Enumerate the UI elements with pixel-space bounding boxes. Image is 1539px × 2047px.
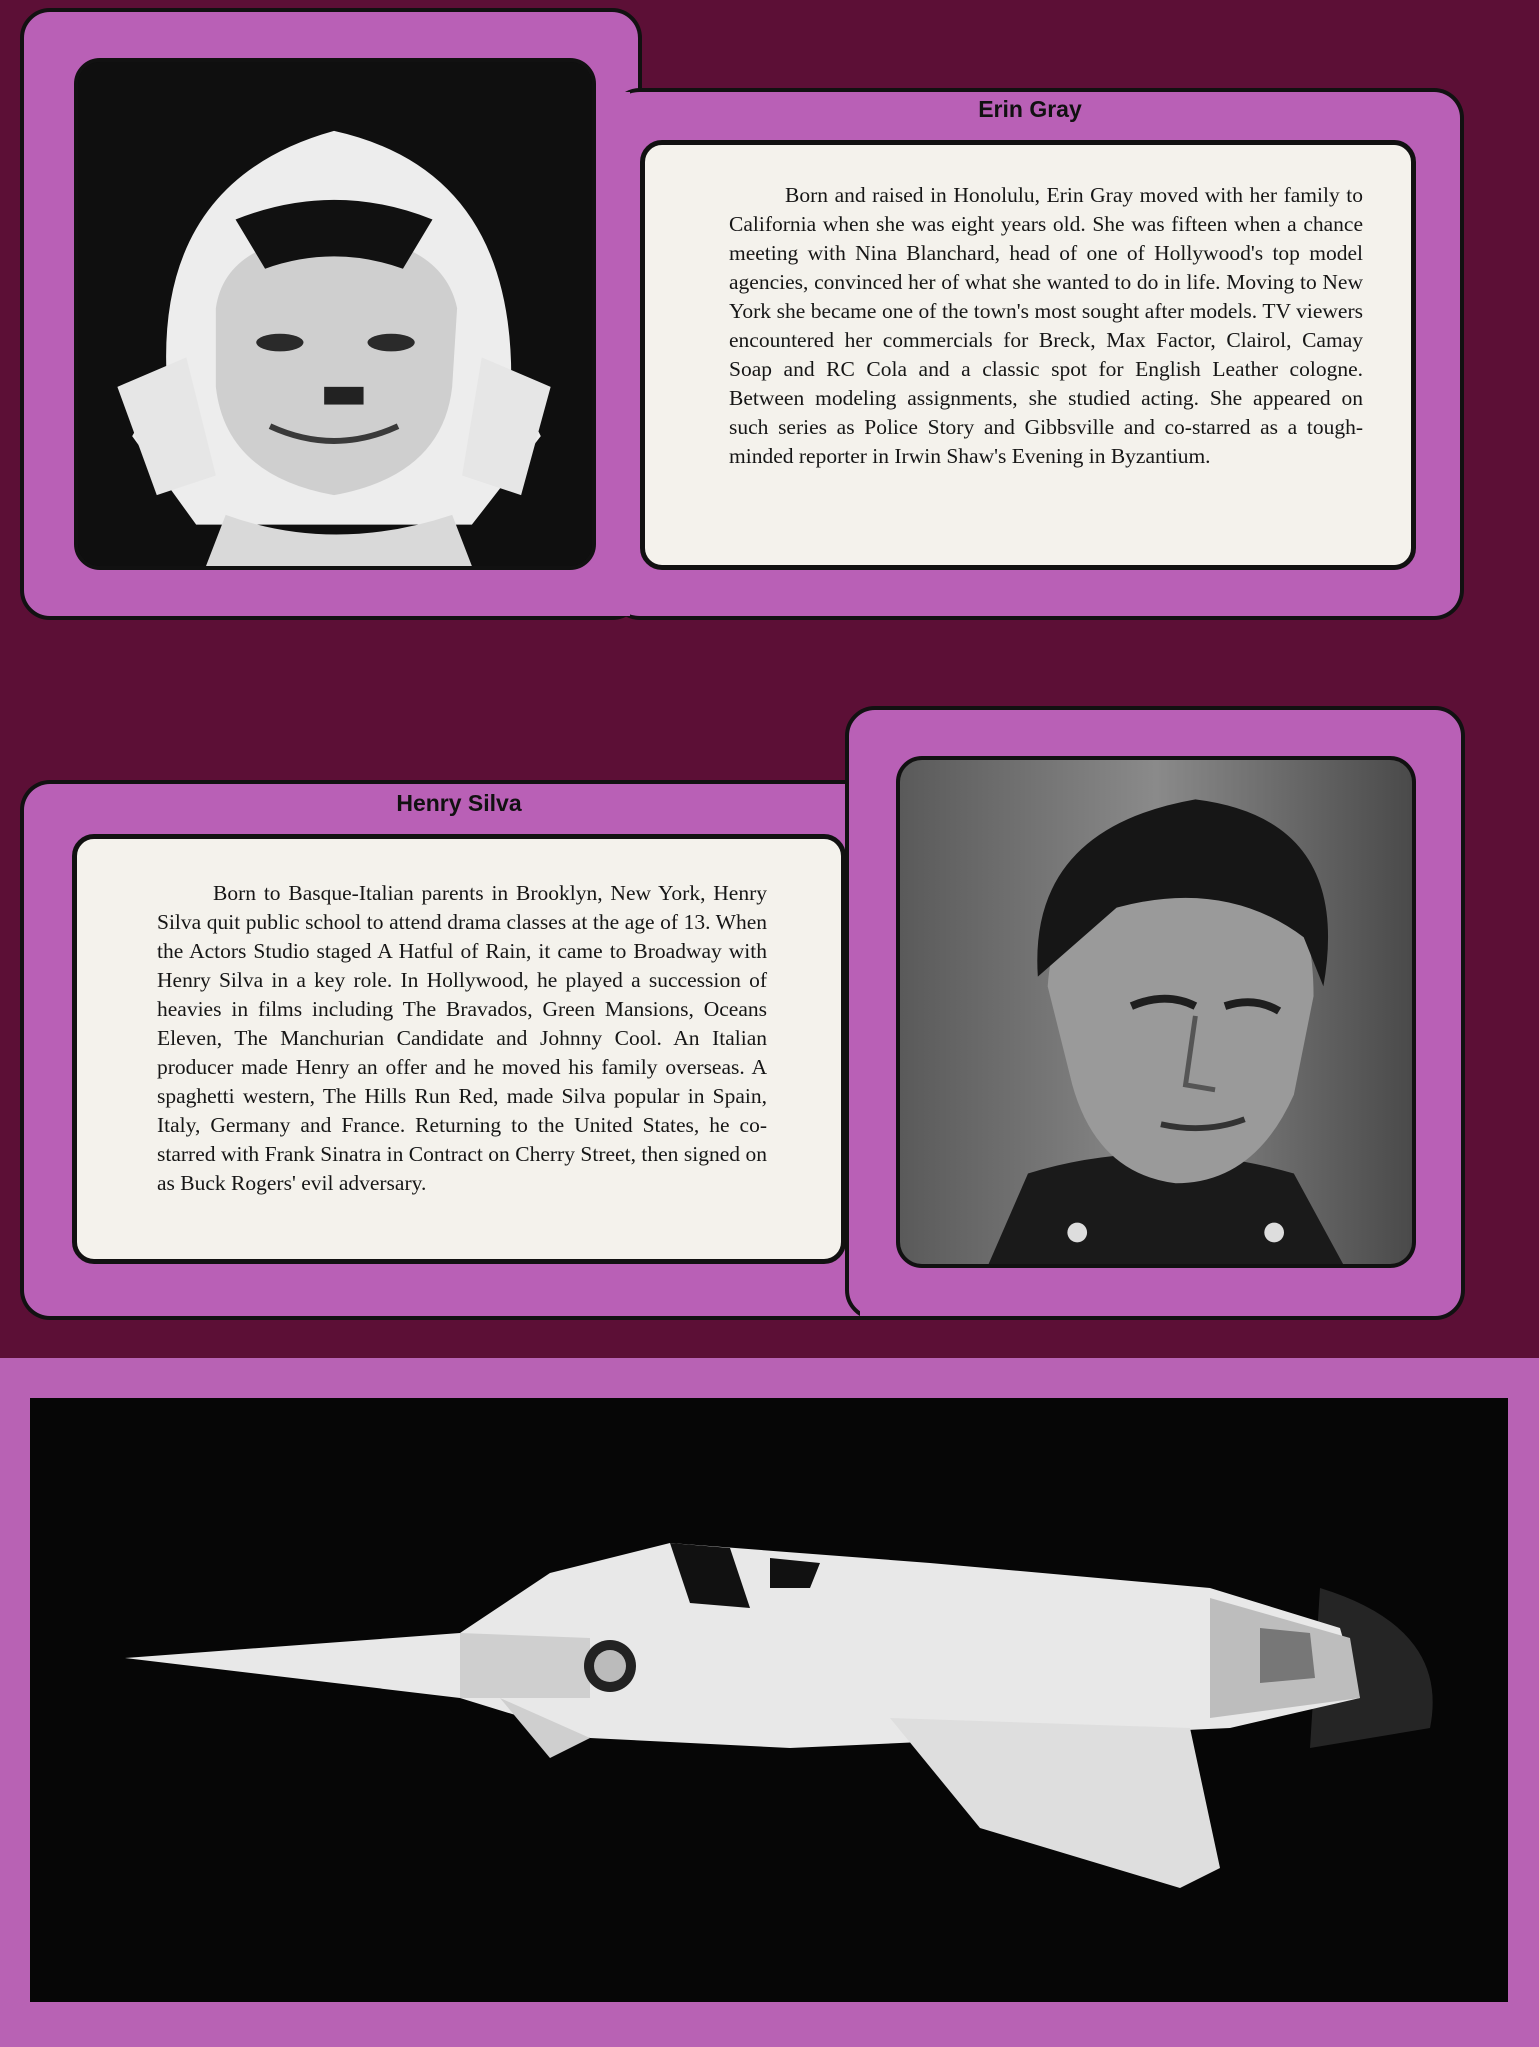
henry-silva-name: Henry Silva xyxy=(396,790,522,816)
spaceship-photo xyxy=(30,1398,1508,2002)
erin-gray-bio: Born and raised in Honolulu, Erin Gray moved with her family to California when she was eight years old. She was fifteen when a chance meeting with Nina Blanchard, head of one of Hollywood's top model agencies, convinced her of what she wanted to do in life. Moving to New York she became one of the town's most sought after models. TV viewers encountered her commercials for Breck, Max Factor, Clairol, Camay Soap and RC Cola and a classic spot for English Leather cologne. Between modeling assignments, she studied acting. She appeared on such series as Police Story and Gibbsville and co-starred as a tough-minded reporter in Irwin Shaw's Evening in Byzantium. xyxy=(729,183,1363,468)
erin-gray-bio-box xyxy=(640,140,1416,570)
erin-gray-photo xyxy=(74,58,596,570)
henry-silva-photo xyxy=(896,756,1416,1268)
erin-gray-name: Erin Gray xyxy=(978,96,1082,122)
henry-silva-bio: Born to Basque-Italian parents in Brooklyn, New York, Henry Silva quit public school to attend drama classes at the age of 13. When the Actors Studio staged A Hatful of Rain, it came to Broadway with Henry Silva in a key role. In Hollywood, he played a succession of heavies in films including The Bravados, Green Mansions, Oceans Eleven, The Manchurian Candidate and Johnny Cool. An Italian producer made Henry an offer and he moved his family overseas. A spaghetti western, The Hills Run Red, made Silva popular in Spain, Italy, Germany and France. Returning to the United States, he co-starred with Frank Sinatra in Contract on Cherry Street, then signed on as Buck Rogers' evil adversary. xyxy=(157,881,767,1195)
panel-join xyxy=(600,92,630,616)
henry-silva-bio-box xyxy=(72,834,846,1264)
